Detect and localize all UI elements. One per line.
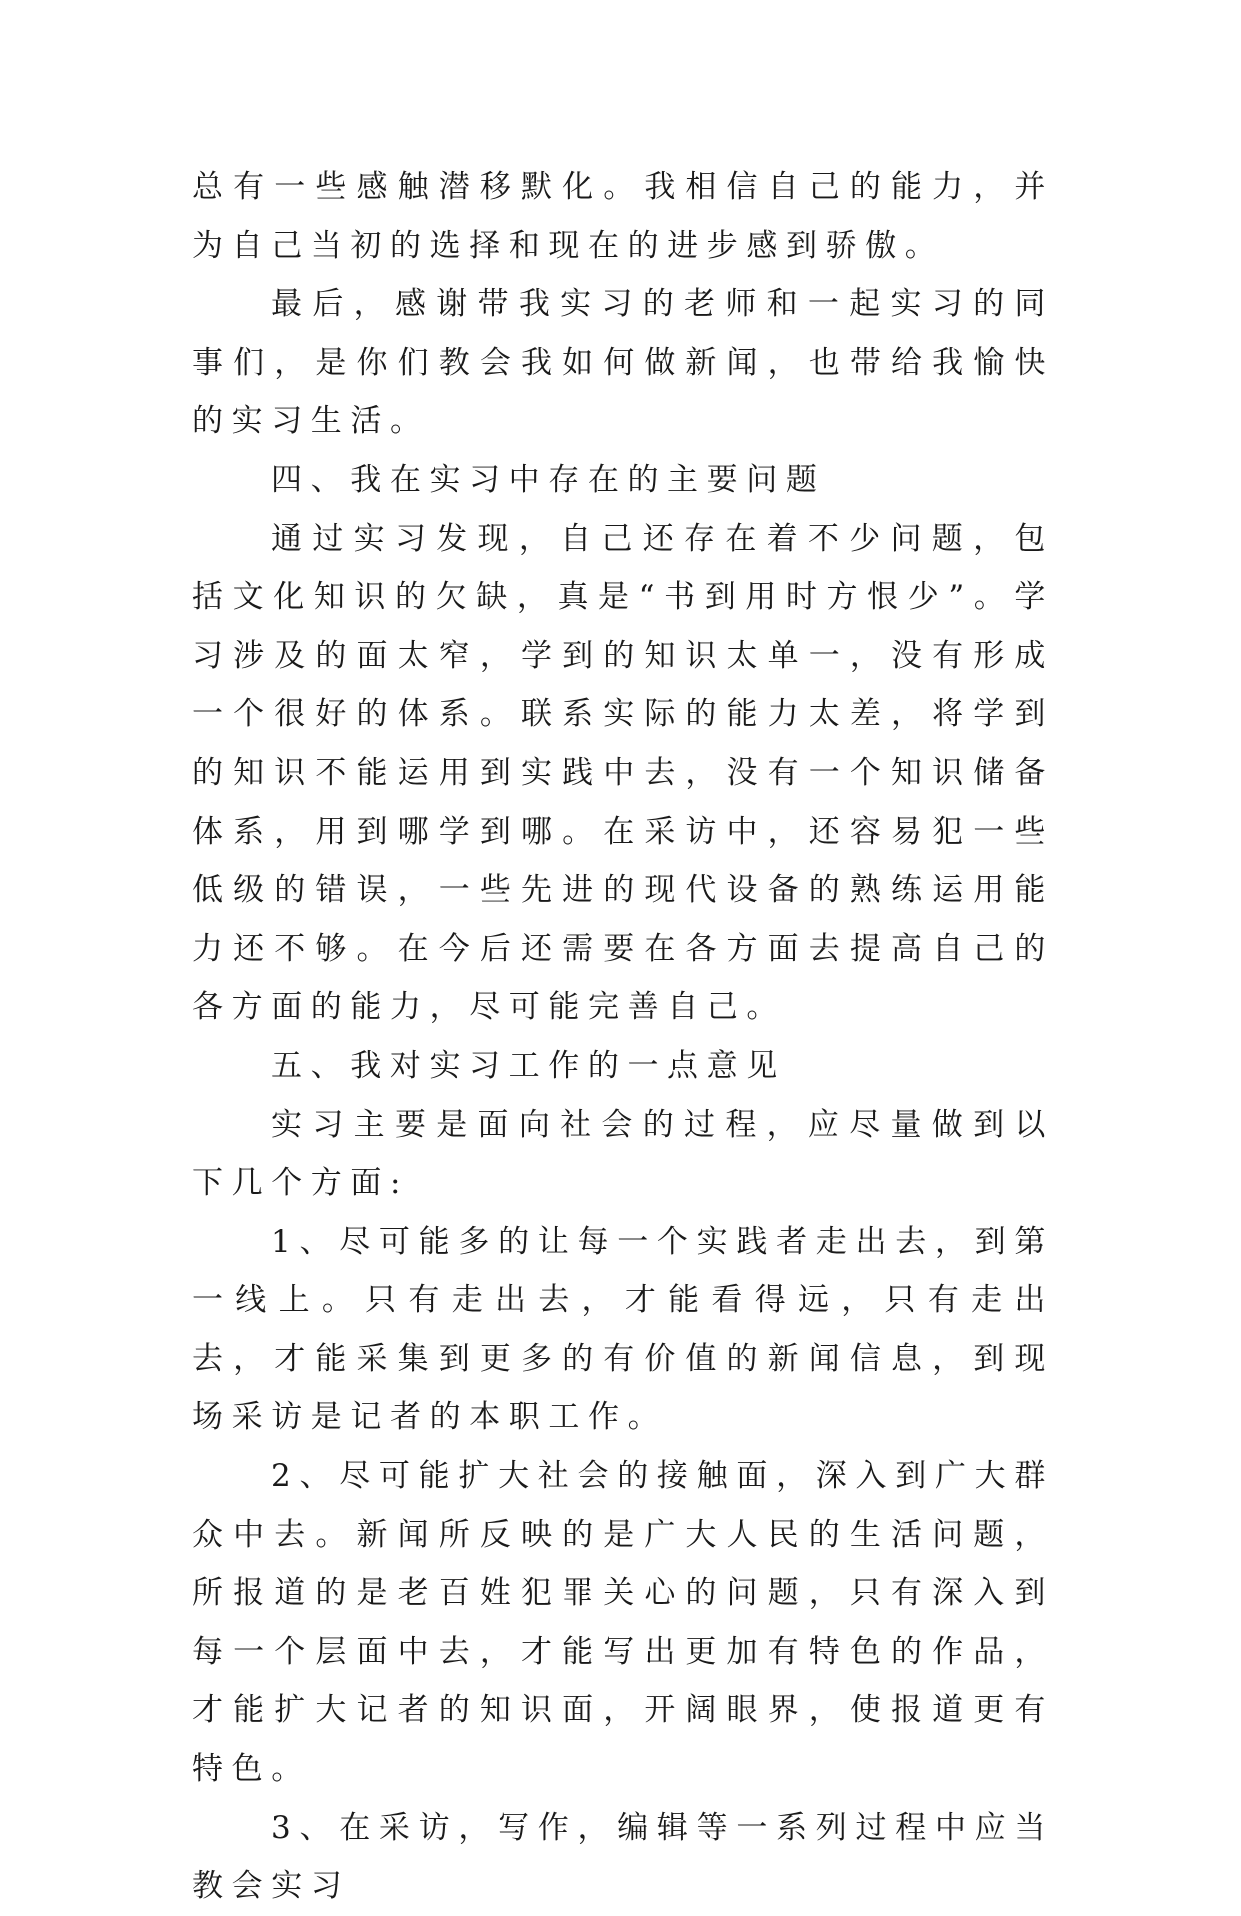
paragraph-2: 最后，感谢带我实习的老师和一起实习的同事们，是你们教会我如何做新闻，也带给我愉快的实习生活。 (192, 286, 1054, 440)
section-heading-5: 五、我对实习工作的一点意见 (271, 1047, 786, 1084)
list-item-1: 1、尽可能多的让每一个实践者走出去，到第一线上。只有走出去，才能看得远，只有走出去，才能采集到更多的有价值的新闻信息，到现场采访是记者的本职工作。 (192, 1223, 1054, 1436)
section-heading-4: 四、我在实习中存在的主要问题 (271, 461, 826, 498)
list-item-3: 3、在采访，写作，编辑等一系列过程中应当教会实习 (192, 1809, 1054, 1905)
paragraph-3: 通过实习发现，自己还存在着不少问题，包括文化知识的欠缺，真是“书到用时方恨少”。学习涉及的面太窄，学到的知识太单一，没有形成一个很好的体系。联系实际的能力太差，将学到的知识不能运用到实践中去，没有一个知识储备体系，用到哪学到哪。在采访中，还容易犯一些低级的错误，一些先进的现代设备的熟练运用能力还不够。在今后还需要在各方面去提高自己的各方面的能力，尽可能完善自己。 (192, 520, 1054, 1026)
paragraph-4: 实习主要是面向社会的过程，应尽量做到以下几个方面: (192, 1106, 1054, 1202)
paragraph-1: 总有一些感触潜移默化。我相信自己的能力，并为自己当初的选择和现在的进步感到骄傲。 (192, 169, 1054, 264)
document-body (192, 158, 1054, 1916)
list-item-2: 2、尽可能扩大社会的接触面，深入到广大群众中去。新闻所反映的是广大人民的生活问题，所报道的是老百姓犯罪关心的问题，只有深入到每一个层面中去，才能写出更加有特色的作品，才能扩大记者的知识面，开阔眼界，使报道更有特色。 (192, 1458, 1054, 1788)
